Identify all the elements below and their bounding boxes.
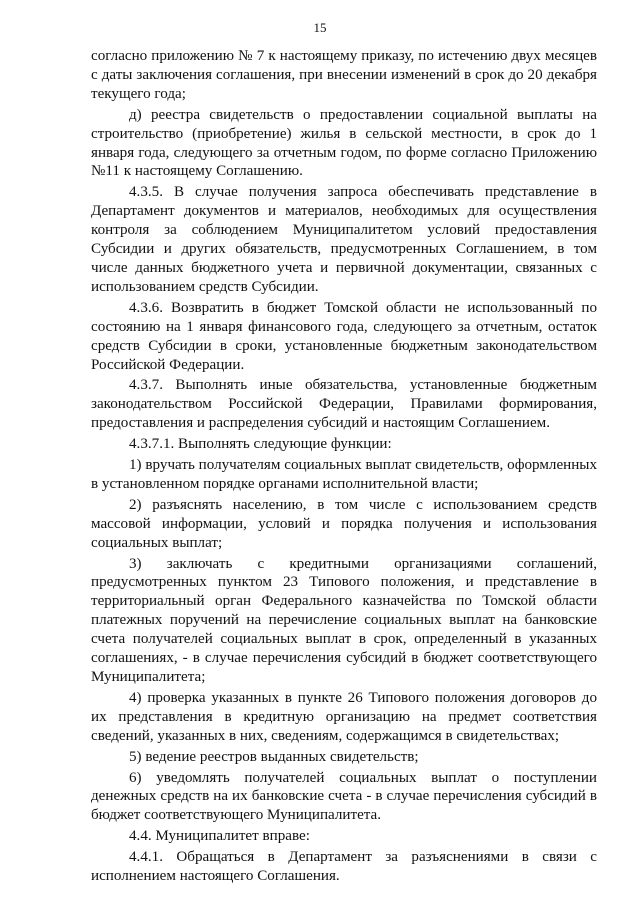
list-item-6: 6) уведомлять получателей социальных выплат о поступлении денежных средств на их банковские счета - в случае перечисления субсидий в бюджет соответствующего Муниципалитета. bbox=[91, 769, 597, 824]
paragraph-continuation: согласно приложению № 7 к настоящему приказу, по истечению двух месяцев с даты заключения соглашения, при внесении изменений в срок до 20 декабря текущего года; bbox=[91, 48, 597, 102]
list-item-1: 1) вручать получателям социальных выплат свидетельств, оформленных в установленном порядке органами исполнительной власти; bbox=[91, 457, 597, 492]
paragraph-4-3-7: 4.3.7. Выполнять иные обязательства, установленные бюджетным законодательством Российской Федерации, Правилами формирования, предоставления и распределения субсидий и настоящим Соглашением. bbox=[91, 377, 597, 432]
list-item-2: 2) разъяснять населению, в том числе с использованием средств массовой информации, условий и порядка получения и использования социальных выплат; bbox=[91, 496, 597, 551]
list-item-4: 4) проверка указанных в пункте 26 Типового положения договоров до их представления в кредитную организацию на предмет соответствия сведений, указанных в них, сведениям, содержащимся в свидетельствах; bbox=[91, 689, 597, 744]
paragraph-4-4: 4.4. Муниципалитет вправе: bbox=[129, 828, 310, 845]
document-body bbox=[91, 47, 597, 888]
paragraph-d: д) реестра свидетельств о предоставлении социальной выплаты на строительство (приобретение) жилья в сельской местности, в срок до 1 января года, следующего за отчетным годом, по форме согласно Приложению №11 к настоящему Соглашению. bbox=[91, 106, 597, 180]
list-item-3: 3) заключать с кредитными организациями соглашений, предусмотренных пунктом 23 Типового положения, и представление в территориальный орган Федерального казначейства по Томской области платежных поручений на перечисление социальных выплат на банковские счета получателей социальных выплат в срок, определенный в указанных соглашениях, - в случае перечисления субсидий в бюджет соответствующего Муниципалитета; bbox=[91, 555, 597, 685]
paragraph-4-3-5: 4.3.5. В случае получения запроса обеспечивать представление в Департамент документов и материалов, необходимых для осуществления контроля за соблюдением Муниципалитетом условий предоставления Субсидии и других обязательств, предусмотренных Соглашением, в том числе данных бюджетного учета и первичной документации, связанных с использованием средств Субсидии. bbox=[91, 184, 597, 295]
paragraph-4-4-1: 4.4.1. Обращаться в Департамент за разъяснениями в связи с исполнением настоящего Соглашения. bbox=[91, 849, 597, 885]
page-number: 15 bbox=[313, 20, 327, 35]
paragraph-4-3-6: 4.3.6. Возвратить в бюджет Томской области не использованный по состоянию на 1 января финансового года, следующего за отчетным, остаток средств Субсидии в сроки, установленные бюджетным законодательством Российской Федерации. bbox=[91, 299, 597, 373]
list-item-5: 5) ведение реестров выданных свидетельств; bbox=[129, 748, 419, 765]
paragraph-4-3-7-1: 4.3.7.1. Выполнять следующие функции: bbox=[129, 436, 392, 453]
